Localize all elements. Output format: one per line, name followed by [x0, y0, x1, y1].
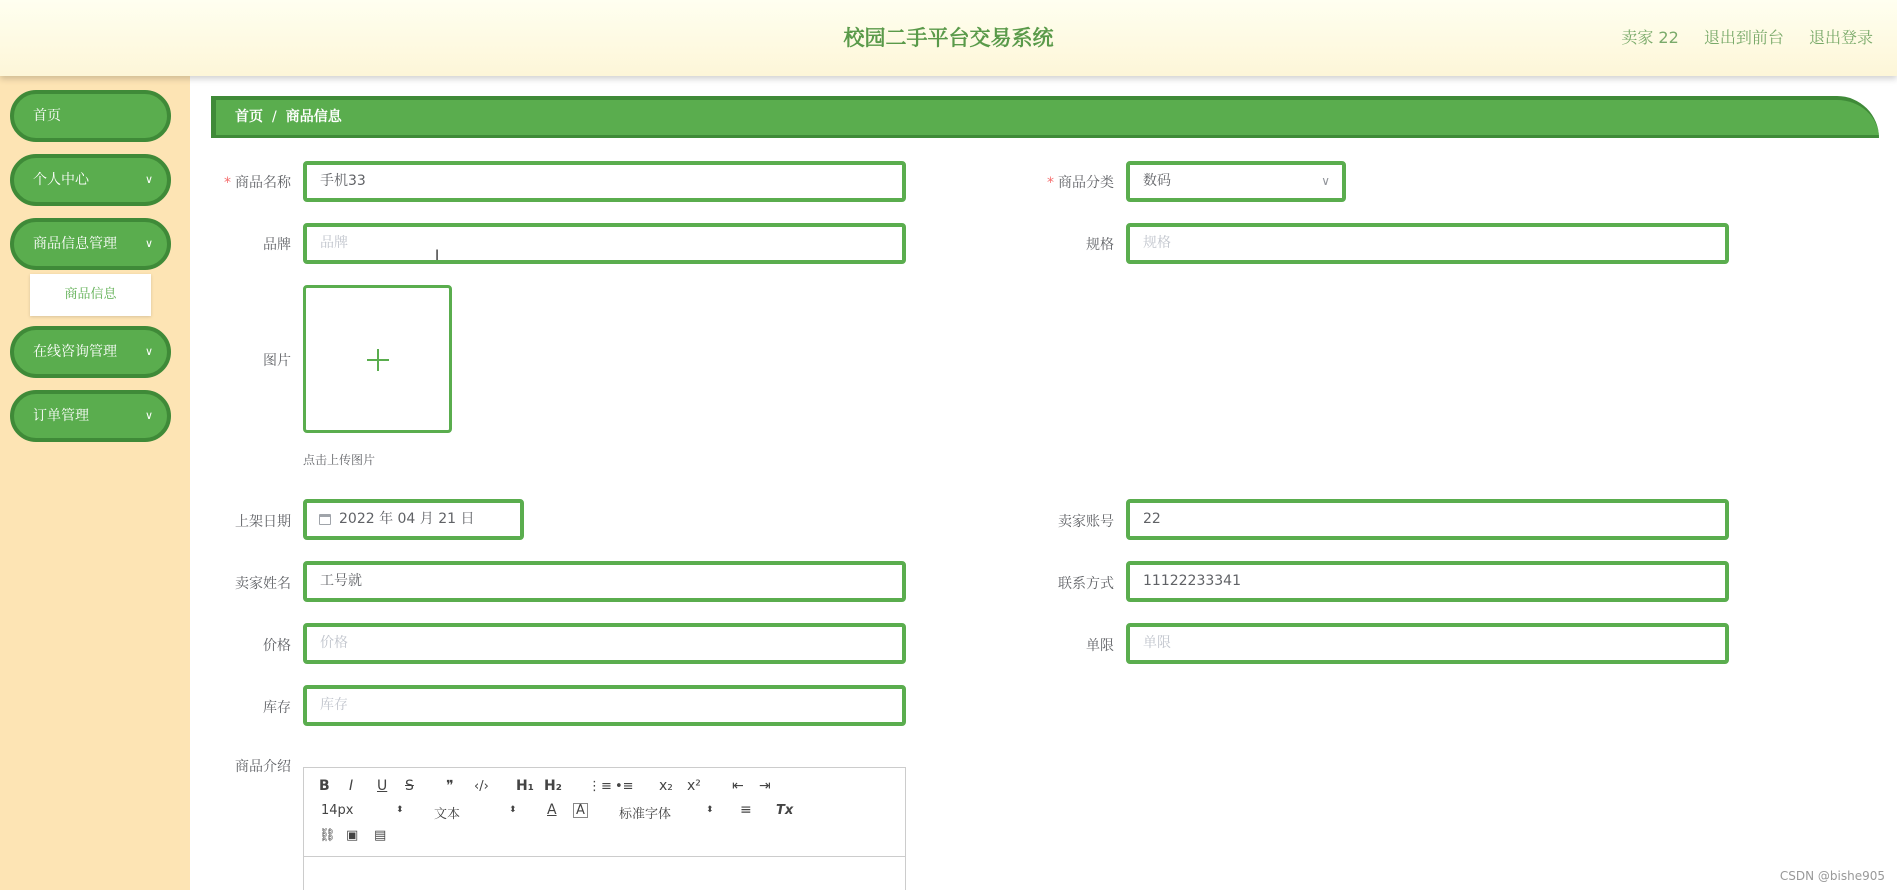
sidebar-item-label: 个人中心	[33, 172, 89, 188]
brand-label: 品牌	[263, 237, 291, 253]
plus-icon-vertical	[377, 349, 379, 371]
product-name-input[interactable]: 手机33	[303, 161, 906, 202]
breadcrumb-current: 商品信息	[285, 109, 342, 125]
subscript-button[interactable]: x₂	[659, 778, 673, 794]
product-category-select[interactable]	[1126, 161, 1346, 202]
chevron-down-icon: ∨	[144, 173, 153, 186]
font-family-caret-icon: ⬍	[706, 805, 714, 815]
seller-account-label: 卖家账号	[1058, 514, 1114, 530]
stock-label: 库存	[263, 700, 291, 716]
sidebar-item-consult-management[interactable]	[10, 326, 171, 378]
upload-tip: 点击上传图片	[303, 453, 376, 467]
superscript-button[interactable]: x²	[687, 778, 701, 794]
product-name-label	[171, 172, 291, 192]
category-selected-value: 数码	[1143, 173, 1171, 189]
outdent-button[interactable]: ⇤	[732, 778, 744, 794]
sidebar-subitem-product-info[interactable]: 商品信息	[30, 274, 151, 316]
product-category-label-text: 商品分类	[1058, 175, 1114, 191]
h1-button[interactable]: H₁	[516, 778, 534, 794]
product-category-label	[994, 172, 1114, 192]
text-type-select[interactable]: 文本	[434, 807, 461, 822]
image-label: 图片	[263, 353, 291, 369]
text-type-caret-icon: ⬍	[509, 805, 517, 815]
breadcrumb-separator: /	[272, 109, 277, 125]
image-upload-box[interactable]	[303, 285, 452, 433]
stock-input[interactable]: 库存	[303, 685, 906, 726]
brand-input[interactable]: 品牌	[303, 223, 906, 264]
unordered-list-button[interactable]: •≡	[615, 779, 634, 794]
seller-account-input[interactable]: 22	[1126, 499, 1729, 540]
breadcrumb-home[interactable]: 首页	[235, 109, 263, 125]
video-button[interactable]: ▤	[374, 828, 387, 843]
listing-date-value: 2022 年 04 月 21 日	[339, 511, 475, 527]
listing-date-picker[interactable]	[303, 499, 524, 540]
text-cursor-icon: I	[435, 248, 440, 264]
product-name-label-text: 商品名称	[235, 175, 291, 191]
italic-button[interactable]: I	[349, 778, 354, 794]
spec-label: 规格	[1086, 237, 1114, 253]
font-size-select[interactable]: 14px	[321, 803, 354, 818]
link-button[interactable]: ⛓	[319, 828, 336, 843]
sidebar-item-home[interactable]	[10, 90, 171, 142]
top-header	[0, 0, 1897, 76]
spec-input[interactable]: 规格	[1126, 223, 1729, 264]
price-input[interactable]: 价格	[303, 623, 906, 664]
calendar-icon	[319, 514, 331, 525]
chevron-down-icon: ∨	[144, 345, 153, 358]
required-mark: *	[224, 175, 231, 191]
sidebar-item-personal-center[interactable]	[10, 154, 171, 206]
listing-date-label: 上架日期	[235, 514, 291, 530]
contact-label: 联系方式	[1058, 576, 1114, 592]
chevron-down-icon: ∨	[1321, 174, 1330, 188]
background-color-button[interactable]: A	[573, 803, 588, 818]
underline-button[interactable]: U	[377, 778, 388, 794]
ordered-list-button[interactable]: ⋮≡	[588, 779, 612, 794]
code-button[interactable]: ‹/›	[474, 779, 489, 794]
sidebar-item-label: 订单管理	[33, 408, 89, 424]
contact-input[interactable]: 11122233341	[1126, 561, 1729, 602]
back-to-front-link[interactable]: 退出到前台	[1703, 28, 1784, 47]
bold-button[interactable]: B	[319, 778, 330, 794]
breadcrumb	[211, 96, 1879, 138]
font-family-select[interactable]: 标准字体	[619, 807, 672, 822]
sidebar-item-label: 商品信息管理	[33, 236, 117, 252]
logout-link[interactable]: 退出登录	[1808, 28, 1873, 47]
limit-input[interactable]: 单限	[1126, 623, 1729, 664]
image-button[interactable]: ▣	[346, 828, 359, 843]
rich-text-editor	[303, 767, 906, 890]
app-title: 校园二手平台交易系统	[843, 26, 1054, 50]
seller-name-label: 卖家姓名	[235, 576, 291, 592]
h2-button[interactable]: H₂	[544, 778, 562, 794]
indent-button[interactable]: ⇥	[759, 778, 771, 794]
watermark: CSDN @bishe905	[1779, 869, 1885, 883]
sidebar-item-label: 首页	[33, 108, 61, 124]
quote-button[interactable]: ❞	[446, 778, 454, 794]
clear-format-button[interactable]: Tx	[776, 803, 794, 818]
editor-toolbar	[304, 768, 905, 857]
price-label: 价格	[263, 638, 291, 654]
intro-label: 商品介绍	[235, 759, 291, 775]
header-actions	[1601, 25, 1873, 48]
limit-label: 单限	[1086, 638, 1114, 654]
editor-content-area[interactable]	[304, 857, 905, 890]
strikethrough-button[interactable]: S	[405, 778, 414, 794]
current-user: 卖家 22	[1621, 28, 1679, 47]
sidebar	[0, 76, 190, 890]
required-mark: *	[1047, 175, 1054, 191]
sidebar-item-product-management[interactable]	[10, 218, 171, 270]
sidebar-item-order-management[interactable]	[10, 390, 171, 442]
chevron-down-icon: ∨	[144, 409, 153, 422]
sidebar-item-label: 在线咨询管理	[33, 344, 117, 360]
seller-name-input[interactable]: 工号就	[303, 561, 906, 602]
align-button[interactable]: ≡	[740, 802, 752, 818]
font-size-caret-icon: ⬍	[396, 805, 404, 815]
chevron-down-icon: ∨	[144, 237, 153, 250]
font-color-button[interactable]: A	[547, 802, 557, 818]
